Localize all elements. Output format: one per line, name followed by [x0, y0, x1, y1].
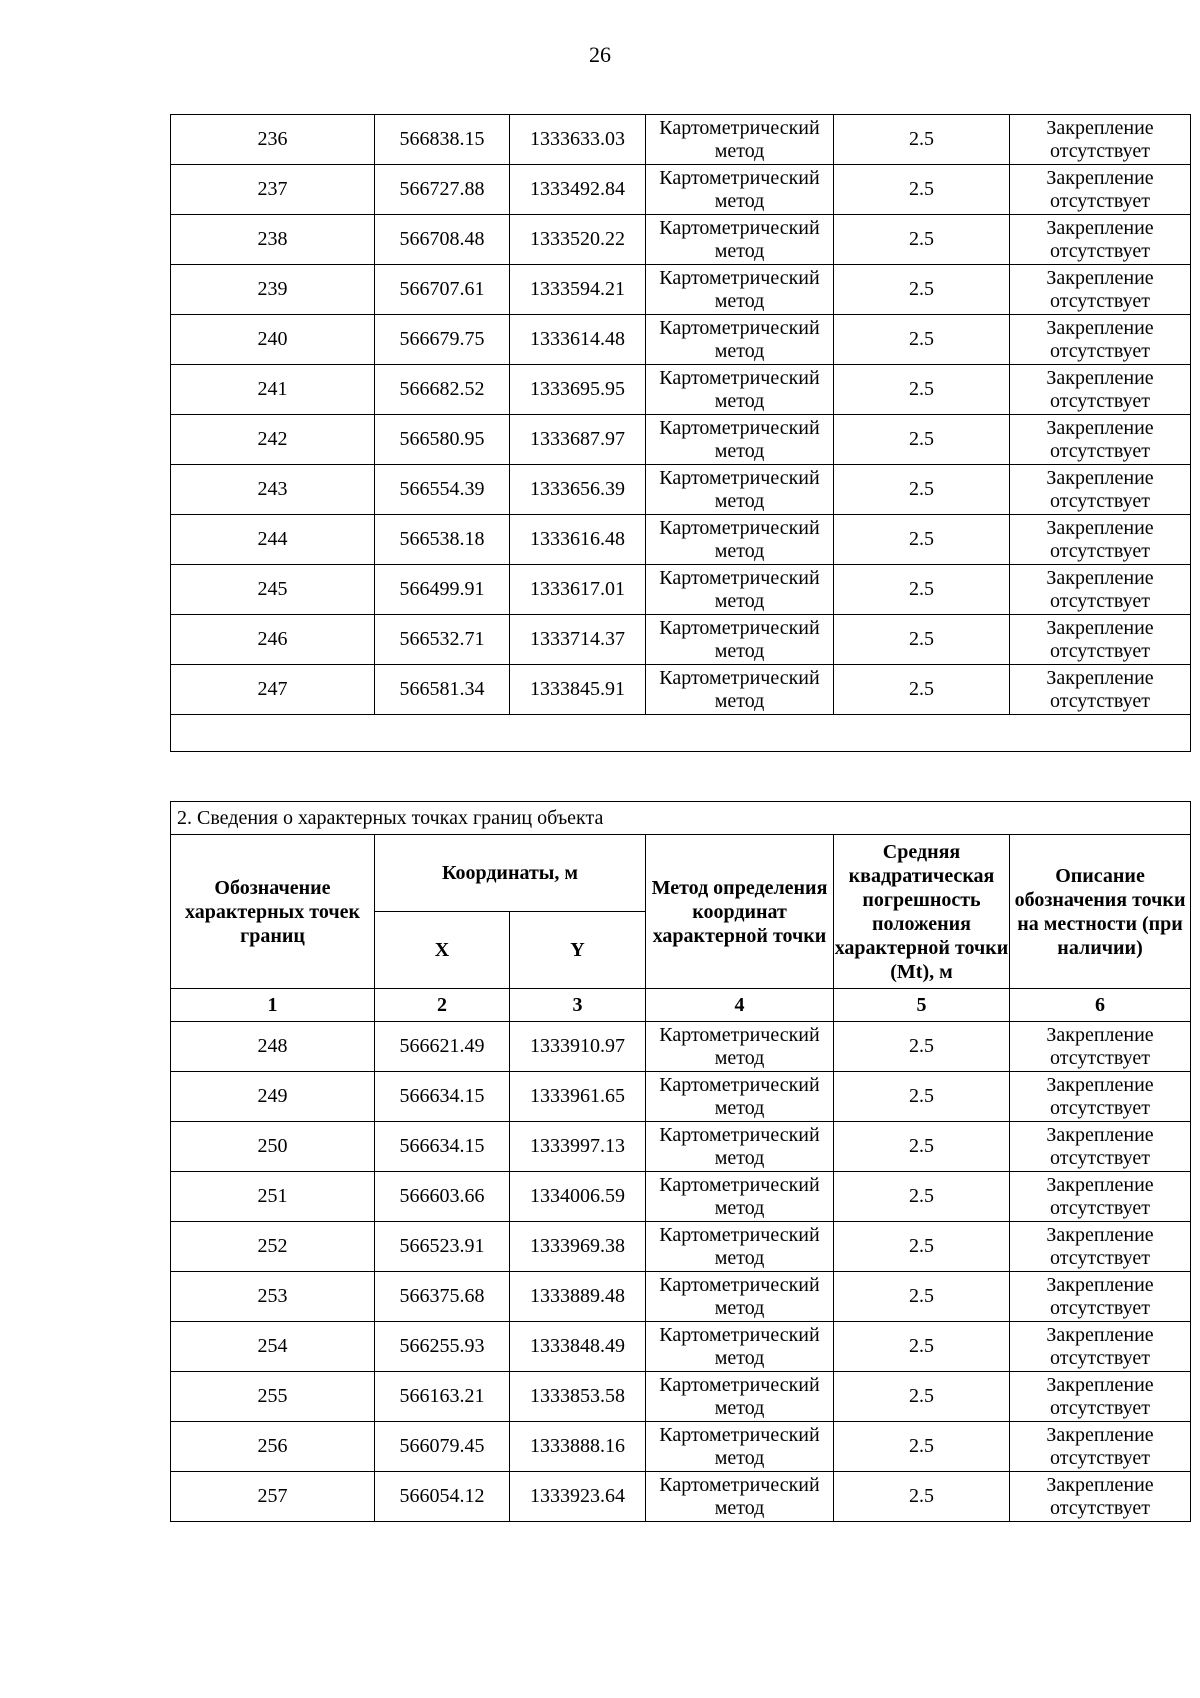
y-coordinate-cell: 1333923.64: [510, 1472, 646, 1522]
table-row: [171, 215, 1191, 265]
header-x: X: [375, 912, 510, 989]
error-cell: 2.5: [834, 1372, 1010, 1422]
error-cell: 2.5: [834, 1172, 1010, 1222]
table-row: [171, 615, 1191, 665]
method-cell: Картометрический метод: [646, 115, 834, 165]
y-coordinate-cell: 1333520.22: [510, 215, 646, 265]
x-coordinate-cell: 566581.34: [375, 665, 510, 715]
method-cell: Картометрический метод: [646, 315, 834, 365]
point-number-cell: 236: [171, 115, 375, 165]
error-cell: 2.5: [834, 615, 1010, 665]
point-number-cell: 253: [171, 1272, 375, 1322]
table-row: [171, 515, 1191, 565]
points-table-continued: [170, 114, 1191, 752]
y-coordinate-cell: 1333656.39: [510, 465, 646, 515]
table-row: [171, 1472, 1191, 1522]
column-numbers-row: [171, 989, 1191, 1022]
y-coordinate-cell: 1333888.16: [510, 1422, 646, 1472]
column-number: 2: [375, 989, 510, 1022]
table-row: [171, 1072, 1191, 1122]
method-cell: Картометрический метод: [646, 665, 834, 715]
y-coordinate-cell: 1333848.49: [510, 1322, 646, 1372]
point-number-cell: 237: [171, 165, 375, 215]
error-cell: 2.5: [834, 1222, 1010, 1272]
table-row: [171, 1322, 1191, 1372]
description-cell: Закрепление отсутствует: [1010, 115, 1191, 165]
method-cell: Картометрический метод: [646, 1472, 834, 1522]
point-number-cell: 242: [171, 415, 375, 465]
table-row: [171, 315, 1191, 365]
table-row: [171, 165, 1191, 215]
y-coordinate-cell: 1333687.97: [510, 415, 646, 465]
y-coordinate-cell: 1333889.48: [510, 1272, 646, 1322]
error-cell: 2.5: [834, 1472, 1010, 1522]
error-cell: 2.5: [834, 515, 1010, 565]
y-coordinate-cell: 1333617.01: [510, 565, 646, 615]
method-cell: Картометрический метод: [646, 615, 834, 665]
column-number: 3: [510, 989, 646, 1022]
description-cell: Закрепление отсутствует: [1010, 365, 1191, 415]
x-coordinate-cell: 566707.61: [375, 265, 510, 315]
point-number-cell: 239: [171, 265, 375, 315]
error-cell: 2.5: [834, 315, 1010, 365]
y-coordinate-cell: 1333997.13: [510, 1122, 646, 1172]
method-cell: Картометрический метод: [646, 1172, 834, 1222]
point-number-cell: 254: [171, 1322, 375, 1372]
x-coordinate-cell: 566079.45: [375, 1422, 510, 1472]
error-cell: 2.5: [834, 1072, 1010, 1122]
method-cell: Картометрический метод: [646, 1322, 834, 1372]
page-number: 26: [589, 42, 611, 67]
x-coordinate-cell: 566682.52: [375, 365, 510, 415]
table-row: [171, 1122, 1191, 1172]
point-number-cell: 247: [171, 665, 375, 715]
table-row: [171, 1022, 1191, 1072]
description-cell: Закрепление отсутствует: [1010, 565, 1191, 615]
method-cell: Картометрический метод: [646, 415, 834, 465]
description-cell: Закрепление отсутствует: [1010, 1422, 1191, 1472]
method-cell: Картометрический метод: [646, 465, 834, 515]
table-row: [171, 115, 1191, 165]
error-cell: 2.5: [834, 165, 1010, 215]
table-row: [171, 415, 1191, 465]
table-row: [171, 665, 1191, 715]
description-cell: Закрепление отсутствует: [1010, 1322, 1191, 1372]
header-method: Метод определения координат характерной точки: [646, 835, 834, 989]
point-number-cell: 250: [171, 1122, 375, 1172]
x-coordinate-cell: 566554.39: [375, 465, 510, 515]
error-cell: 2.5: [834, 1422, 1010, 1472]
description-cell: Закрепление отсутствует: [1010, 515, 1191, 565]
x-coordinate-cell: 566621.49: [375, 1022, 510, 1072]
x-coordinate-cell: 566499.91: [375, 565, 510, 615]
y-coordinate-cell: 1333633.03: [510, 115, 646, 165]
boundary-points-table: [170, 801, 1191, 1522]
x-coordinate-cell: 566054.12: [375, 1472, 510, 1522]
point-number-cell: 257: [171, 1472, 375, 1522]
error-cell: 2.5: [834, 365, 1010, 415]
error-cell: 2.5: [834, 1322, 1010, 1372]
method-cell: Картометрический метод: [646, 1372, 834, 1422]
x-coordinate-cell: 566634.15: [375, 1072, 510, 1122]
description-cell: Закрепление отсутствует: [1010, 265, 1191, 315]
error-cell: 2.5: [834, 665, 1010, 715]
table-row: [171, 565, 1191, 615]
error-cell: 2.5: [834, 215, 1010, 265]
error-cell: 2.5: [834, 1272, 1010, 1322]
y-coordinate-cell: 1333594.21: [510, 265, 646, 315]
error-cell: 2.5: [834, 565, 1010, 615]
point-number-cell: 244: [171, 515, 375, 565]
y-coordinate-cell: 1333616.48: [510, 515, 646, 565]
x-coordinate-cell: 566603.66: [375, 1172, 510, 1222]
point-number-cell: 255: [171, 1372, 375, 1422]
point-number-cell: 246: [171, 615, 375, 665]
y-coordinate-cell: 1333492.84: [510, 165, 646, 215]
description-cell: Закрепление отсутствует: [1010, 1072, 1191, 1122]
description-cell: Закрепление отсутствует: [1010, 1122, 1191, 1172]
method-cell: Картометрический метод: [646, 1272, 834, 1322]
point-number-cell: 243: [171, 465, 375, 515]
error-cell: 2.5: [834, 115, 1010, 165]
method-cell: Картометрический метод: [646, 1422, 834, 1472]
table-row: [171, 1222, 1191, 1272]
description-cell: Закрепление отсутствует: [1010, 1022, 1191, 1072]
description-cell: Закрепление отсутствует: [1010, 1272, 1191, 1322]
description-cell: Закрепление отсутствует: [1010, 315, 1191, 365]
error-cell: 2.5: [834, 1022, 1010, 1072]
table-row: [171, 365, 1191, 415]
y-coordinate-cell: 1334006.59: [510, 1172, 646, 1222]
table-row: [171, 1372, 1191, 1422]
y-coordinate-cell: 1333853.58: [510, 1372, 646, 1422]
x-coordinate-cell: 566523.91: [375, 1222, 510, 1272]
point-number-cell: 256: [171, 1422, 375, 1472]
column-number: 5: [834, 989, 1010, 1022]
method-cell: Картометрический метод: [646, 165, 834, 215]
x-coordinate-cell: 566634.15: [375, 1122, 510, 1172]
method-cell: Картометрический метод: [646, 215, 834, 265]
header-designation: Обозначение характерных точек границ: [171, 835, 375, 989]
x-coordinate-cell: 566538.18: [375, 515, 510, 565]
x-coordinate-cell: 566838.15: [375, 115, 510, 165]
description-cell: Закрепление отсутствует: [1010, 165, 1191, 215]
column-number: 6: [1010, 989, 1191, 1022]
boundary-points-table-body: [171, 1022, 1191, 1522]
header-row: [171, 835, 1191, 912]
header-description: Описание обозначения точки на местности (при наличии): [1010, 835, 1191, 989]
section-title: 2. Сведения о характерных точках границ объекта: [171, 802, 1191, 835]
point-number-cell: 240: [171, 315, 375, 365]
description-cell: Закрепление отсутствует: [1010, 1372, 1191, 1422]
description-cell: Закрепление отсутствует: [1010, 1472, 1191, 1522]
description-cell: Закрепление отсутствует: [1010, 1172, 1191, 1222]
y-coordinate-cell: 1333961.65: [510, 1072, 646, 1122]
y-coordinate-cell: 1333845.91: [510, 665, 646, 715]
point-number-cell: 245: [171, 565, 375, 615]
table-row: [171, 1422, 1191, 1472]
description-cell: Закрепление отсутствует: [1010, 665, 1191, 715]
y-coordinate-cell: 1333695.95: [510, 365, 646, 415]
description-cell: Закрепление отсутствует: [1010, 615, 1191, 665]
point-number-cell: 238: [171, 215, 375, 265]
error-cell: 2.5: [834, 265, 1010, 315]
table-row: [171, 1272, 1191, 1322]
point-number-cell: 249: [171, 1072, 375, 1122]
x-coordinate-cell: 566708.48: [375, 215, 510, 265]
y-coordinate-cell: 1333614.48: [510, 315, 646, 365]
header-error: Средняя квадратическая погрешность положения характерной точки (Mt), м: [834, 835, 1010, 989]
y-coordinate-cell: 1333969.38: [510, 1222, 646, 1272]
empty-cell: [171, 715, 1191, 752]
point-number-cell: 248: [171, 1022, 375, 1072]
method-cell: Картометрический метод: [646, 265, 834, 315]
error-cell: 2.5: [834, 1122, 1010, 1172]
point-number-cell: 251: [171, 1172, 375, 1222]
table-row: [171, 1172, 1191, 1222]
method-cell: Картометрический метод: [646, 365, 834, 415]
y-coordinate-cell: 1333910.97: [510, 1022, 646, 1072]
section-title-row: [171, 802, 1191, 835]
method-cell: Картометрический метод: [646, 1122, 834, 1172]
error-cell: 2.5: [834, 415, 1010, 465]
description-cell: Закрепление отсутствует: [1010, 465, 1191, 515]
description-cell: Закрепление отсутствует: [1010, 1222, 1191, 1272]
description-cell: Закрепление отсутствует: [1010, 215, 1191, 265]
column-number: 1: [171, 989, 375, 1022]
description-cell: Закрепление отсутствует: [1010, 415, 1191, 465]
table-row: [171, 465, 1191, 515]
x-coordinate-cell: 566580.95: [375, 415, 510, 465]
method-cell: Картометрический метод: [646, 1072, 834, 1122]
empty-row: [171, 715, 1191, 752]
point-number-cell: 241: [171, 365, 375, 415]
x-coordinate-cell: 566727.88: [375, 165, 510, 215]
points-table-continued-body: [171, 115, 1191, 715]
x-coordinate-cell: 566679.75: [375, 315, 510, 365]
header-y: Y: [510, 912, 646, 989]
point-number-cell: 252: [171, 1222, 375, 1272]
method-cell: Картометрический метод: [646, 1022, 834, 1072]
method-cell: Картометрический метод: [646, 1222, 834, 1272]
error-cell: 2.5: [834, 465, 1010, 515]
column-number: 4: [646, 989, 834, 1022]
x-coordinate-cell: 566163.21: [375, 1372, 510, 1422]
method-cell: Картометрический метод: [646, 515, 834, 565]
table-row: [171, 265, 1191, 315]
method-cell: Картометрический метод: [646, 565, 834, 615]
y-coordinate-cell: 1333714.37: [510, 615, 646, 665]
header-coordinates: Координаты, м: [375, 835, 646, 912]
x-coordinate-cell: 566375.68: [375, 1272, 510, 1322]
x-coordinate-cell: 566255.93: [375, 1322, 510, 1372]
x-coordinate-cell: 566532.71: [375, 615, 510, 665]
